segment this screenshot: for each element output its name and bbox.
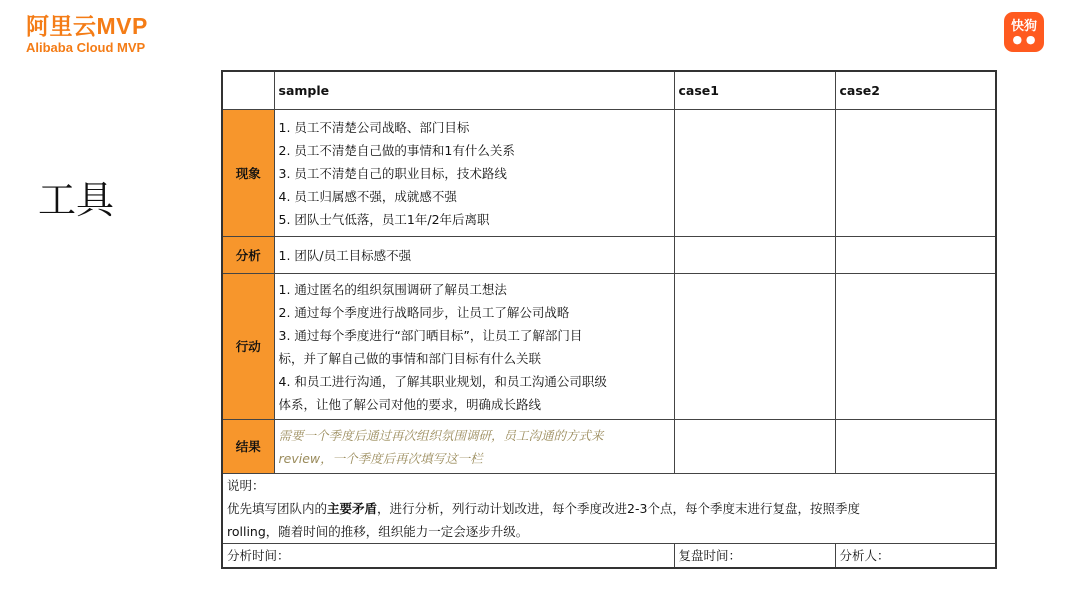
footer-analysis-time: 分析时间： bbox=[222, 544, 674, 569]
note-line-1 bbox=[227, 497, 991, 520]
action-case2-cell bbox=[835, 274, 996, 420]
slide-title: 工具 bbox=[38, 178, 115, 222]
list-item: 3. 通过每个季度进行“部门晒目标”，让员工了解部门目 bbox=[278, 327, 583, 343]
logo-chinese-text: 阿里云MVP bbox=[26, 13, 148, 39]
alibaba-cloud-mvp-logo bbox=[26, 12, 148, 56]
phenomenon-sample-cell bbox=[274, 110, 674, 237]
list-item: 体系，让他了解公司对他的要求，明确成长路线 bbox=[278, 396, 542, 412]
analysis-sample-cell bbox=[274, 237, 674, 274]
footer-analyst: 分析人： bbox=[835, 544, 996, 569]
table-row-action bbox=[222, 274, 996, 420]
phenomenon-case1-cell bbox=[674, 110, 835, 237]
row-label-result: 结果 bbox=[222, 420, 274, 474]
note-title: 说明： bbox=[227, 478, 265, 493]
header-empty-cell bbox=[222, 71, 274, 110]
list-item: 4. 和员工进行沟通，了解其职业规划，和员工沟通公司职级 bbox=[278, 373, 607, 389]
list-item: review，一个季度后再次填写这一栏 bbox=[278, 450, 483, 466]
header-sample: sample bbox=[274, 71, 674, 110]
kuaigou-label: 快狗 bbox=[1010, 18, 1037, 34]
list-item: 标，并了解自己做的事情和部门目标有什么关联 bbox=[278, 350, 542, 366]
table-row-footer bbox=[222, 544, 996, 569]
action-sample-cell bbox=[274, 274, 674, 420]
note-line-1-bold: 主要矛盾 bbox=[327, 501, 378, 516]
note-cell bbox=[222, 474, 996, 544]
note-line-2: rolling，随着时间的推移，组织能力一定会逐步升级。 bbox=[227, 524, 529, 539]
result-case2-cell bbox=[835, 420, 996, 474]
result-case1-cell bbox=[674, 420, 835, 474]
list-item: 1. 员工不清楚公司战略、部门目标 bbox=[278, 119, 470, 135]
analysis-case1-cell bbox=[674, 237, 835, 274]
table-row-note bbox=[222, 474, 996, 544]
result-sample-cell bbox=[274, 420, 674, 474]
table-row-result bbox=[222, 420, 996, 474]
list-item: 1. 通过匿名的组织氛围调研了解员工想法 bbox=[278, 281, 507, 297]
tool-table bbox=[221, 70, 997, 569]
dog-face-icon: ● ● bbox=[1012, 32, 1036, 46]
header-case2: case2 bbox=[835, 71, 996, 110]
list-item: 需要一个季度后通过再次组织氛围调研，员工沟通的方式来 bbox=[278, 427, 604, 443]
table-row-phenomenon bbox=[222, 110, 996, 237]
kuaigou-app-icon bbox=[1004, 12, 1044, 52]
list-item: 2. 通过每个季度进行战略同步，让员工了解公司战略 bbox=[278, 304, 570, 320]
list-item: 5. 团队士气低落，员工1年/2年后离职 bbox=[278, 211, 490, 227]
table-row-analysis bbox=[222, 237, 996, 274]
note-line-1-before: 优先填写团队内的 bbox=[227, 501, 328, 516]
action-case1-cell bbox=[674, 274, 835, 420]
table-header-row bbox=[222, 71, 996, 110]
list-item: 2. 员工不清楚自己做的事情和1有什么关系 bbox=[278, 142, 515, 158]
row-label-phenomenon: 现象 bbox=[222, 110, 274, 237]
list-item: 1. 团队/员工目标感不强 bbox=[278, 247, 412, 263]
analysis-case2-cell bbox=[835, 237, 996, 274]
note-line-1-after: ，进行分析，列行动计划改进，每个季度改进2-3个点，每个季度末进行复盘，按照季度 bbox=[377, 501, 860, 516]
row-label-action: 行动 bbox=[222, 274, 274, 420]
list-item: 4. 员工归属感不强，成就感不强 bbox=[278, 188, 457, 204]
list-item: 3. 员工不清楚自己的职业目标，技术路线 bbox=[278, 165, 507, 181]
phenomenon-case2-cell bbox=[835, 110, 996, 237]
footer-review-time: 复盘时间： bbox=[674, 544, 835, 569]
row-label-analysis: 分析 bbox=[222, 237, 274, 274]
header-case1: case1 bbox=[674, 71, 835, 110]
logo-english-text: Alibaba Cloud MVP bbox=[26, 40, 146, 55]
